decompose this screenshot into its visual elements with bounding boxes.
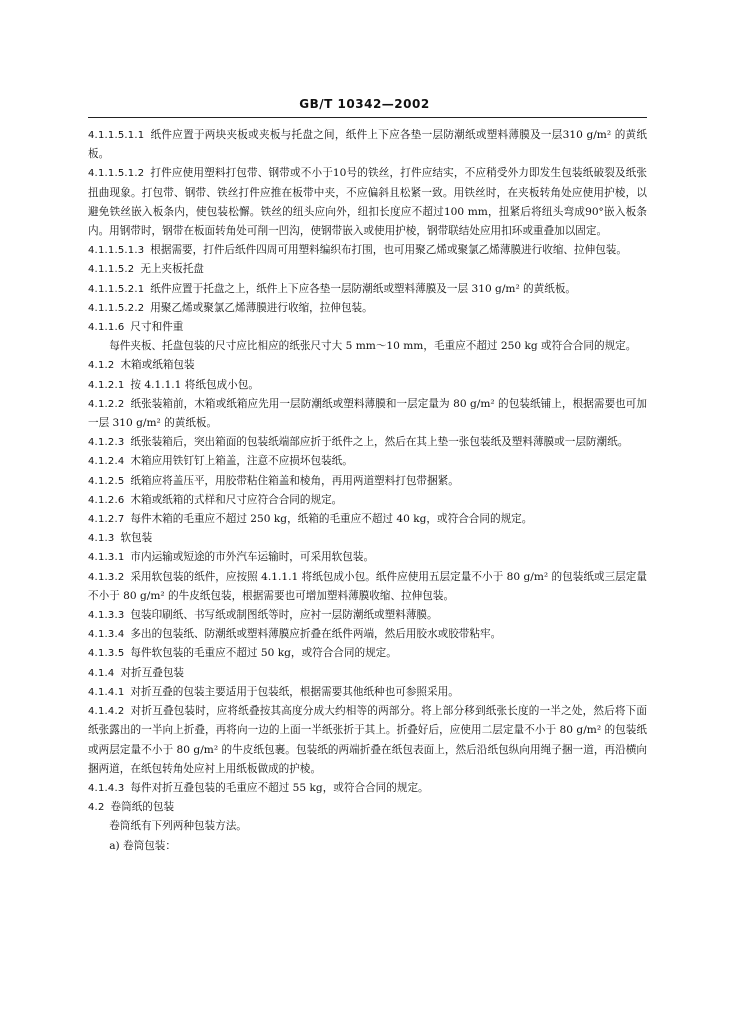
- clause-number: 4.1.4.3: [88, 782, 125, 794]
- clause-text: 纸箱应将盖压平，用胶带粘住箱盖和棱角，再用两道塑料打包带捆紧。: [130, 474, 459, 487]
- clause-paragraph: [88, 798, 647, 817]
- clause-text: 卷筒纸的包装: [110, 801, 175, 814]
- clause-text: 纸件应置于两块夹板或夹板与托盘之间，纸件上下应各垫一层防潮纸或塑料薄膜及一层310 g/m² 的黄纸板。: [88, 129, 647, 161]
- clause-number: 4.1.3: [88, 533, 115, 545]
- clause-text: 木箱或纸箱包装: [120, 359, 195, 372]
- clause-text: 纸张装箱后，突出箱面的包装纸端部应折于纸件之上，然后在其上垫一张包装纸及塑料薄膜或一层防潮纸。: [130, 436, 629, 449]
- clause-paragraph: [88, 529, 647, 548]
- clause-text: 每件对折互叠包装的毛重应不超过 55 kg，或符合合同的规定。: [130, 781, 429, 794]
- document-body: [88, 126, 647, 856]
- clause-paragraph: [88, 241, 647, 260]
- clause-paragraph: [88, 568, 647, 606]
- clause-text: 对折互叠包装: [120, 666, 185, 679]
- clause-paragraph: [88, 472, 647, 491]
- clause-number: 4.1.1.6: [88, 322, 125, 334]
- clause-number: 4.1.2.1: [88, 379, 125, 391]
- clause-number: 4.1.2.7: [88, 514, 125, 526]
- clause-paragraph: [88, 452, 647, 471]
- clause-paragraph: [88, 126, 647, 164]
- clause-number: 4.1.3.2: [88, 571, 125, 583]
- clause-number: 4.1.4.1: [88, 686, 125, 698]
- clause-text: 每件夹板、托盘包装的尺寸应比相应的纸张尺寸大 5 mm～10 mm，毛重应不超过 250 kg 或符合合同的规定。: [109, 340, 637, 353]
- clause-paragraph: [88, 280, 647, 299]
- clause-text: 木箱应用铁钉钉上箱盖，注意不应损坏包装纸。: [130, 455, 353, 468]
- clause-paragraph: [88, 548, 647, 567]
- clause-paragraph: [88, 260, 647, 279]
- clause-paragraph: [88, 395, 647, 433]
- clause-number: 4.1.4: [88, 667, 115, 679]
- clause-text: 纸件应置于托盘之上，纸件上下应各垫一层防潮纸或塑料薄膜及一层 310 g/m² 的黄纸板。: [150, 282, 577, 295]
- clause-paragraph: [88, 683, 647, 702]
- clause-paragraph: [88, 376, 647, 395]
- clause-number: 4.1.1.5.2: [88, 264, 135, 276]
- clause-paragraph: [88, 337, 647, 356]
- clause-text: a) 卷筒包装：: [109, 839, 176, 852]
- clause-number: 4.1.2.3: [88, 437, 125, 449]
- clause-paragraph: [88, 644, 647, 663]
- clause-number: 4.1.1.5.2.2: [88, 302, 145, 314]
- clause-number: 4.1.3.1: [88, 552, 125, 564]
- clause-paragraph: [88, 664, 647, 683]
- clause-paragraph: [88, 702, 647, 779]
- header-rule: [88, 117, 647, 118]
- clause-text: 采用软包装的纸件，应按照 4.1.1.1 将纸包成小包。纸件应使用五层定量不小于 80 g/m² 的包装纸或三层定量不小于 80 g/m² 的牛皮纸包装，根据需要也可增加塑料薄膜收缩、拉伸包装。: [88, 570, 647, 602]
- clause-paragraph: [88, 606, 647, 625]
- clause-paragraph: [88, 356, 647, 375]
- clause-number: 4.1.2.5: [88, 475, 125, 487]
- clause-number: 4.1.3.5: [88, 648, 125, 660]
- clause-text: 软包装: [120, 532, 153, 545]
- clause-text: 市内运输或短途的市外汽车运输时，可采用软包装。: [130, 551, 375, 564]
- clause-paragraph: [88, 433, 647, 452]
- clause-text: 对折互叠的包装主要适用于包装纸，根据需要其他纸种也可参照采用。: [130, 685, 459, 698]
- clause-paragraph: [88, 318, 647, 337]
- clause-text: 无上夹板托盘: [140, 263, 204, 276]
- clause-text: 用聚乙烯或聚氯乙烯薄膜进行收缩，拉伸包装。: [150, 301, 373, 314]
- clause-number: 4.1.1.5.1.1: [88, 130, 145, 141]
- clause-text: 打件应使用塑料打包带、钢带或不小于10号的铁丝，打件应结实，不应稍受外力即发生包装纸破裂及纸张扭曲现象。打包带、钢带、铁丝打件应推在板带中夹，不应偏斜且松紧一致。用铁丝时，在夹板转角处应使用护棱，以避免铁丝嵌入板条内，使包装松懈。铁丝的纽头应向外，纽扣长度应不超过100 mm，扭紧后将纽头弯成90°嵌入板条内。用钢带时，钢带在板面转角处可削一凹沟，使钢带嵌入或使用护棱，钢带联结处应用扣环或重叠加以固定。: [88, 167, 647, 238]
- clause-paragraph: [88, 837, 647, 856]
- clause-text: 每件木箱的毛重应不超过 250 kg，纸箱的毛重应不超过 40 kg，或符合合同的规定。: [130, 513, 533, 526]
- clause-number: 4.2: [88, 802, 105, 814]
- clause-paragraph: [88, 510, 647, 529]
- clause-number: 4.1.1.5.2.1: [88, 283, 145, 295]
- clause-text: 卷筒纸有下列两种包装方法。: [109, 820, 247, 833]
- clause-number: 4.1.3.4: [88, 629, 125, 641]
- clause-text: 木箱或纸箱的式样和尺寸应符合合同的规定。: [130, 493, 343, 506]
- clause-text: 多出的包装纸、防潮纸或塑料薄膜应折叠在纸件两端，然后用胶水或胶带粘牢。: [130, 628, 502, 641]
- clause-text: 纸张装箱前，木箱或纸箱应先用一层防潮纸或塑料薄膜和一层定量为 80 g/m² 的包装纸铺上，根据需要也可加一层 310 g/m² 的黄纸板。: [88, 397, 647, 430]
- clause-paragraph: [88, 625, 647, 644]
- clause-number: 4.1.1.5.1.3: [88, 245, 145, 257]
- clause-number: 4.1.2.6: [88, 494, 125, 506]
- clause-number: 4.1.2.4: [88, 456, 125, 468]
- clause-paragraph: [88, 491, 647, 510]
- clause-text: 每件软包装的毛重应不超过 50 kg，或符合合同的规定。: [130, 647, 397, 660]
- clause-number: 4.1.2: [88, 360, 115, 372]
- clause-number: 4.1.1.5.1.2: [88, 168, 145, 180]
- clause-text: 尺寸和件重: [130, 321, 184, 334]
- clause-number: 4.1.3.3: [88, 610, 125, 622]
- clause-paragraph: [88, 164, 647, 241]
- clause-text: 包装印刷纸、书写纸或制图纸等时，应衬一层防潮纸或塑料薄膜。: [130, 609, 438, 622]
- clause-text: 根据需要，打件后纸件四周可用塑料编织布打围，也可用聚乙烯或聚氯乙烯薄膜进行收缩、拉伸包装。: [150, 244, 627, 257]
- clause-paragraph: [88, 299, 647, 318]
- clause-text: 对折互叠包装时，应将纸叠按其高度分成大约相等的两部分。将上部分移到纸张长度的一半之处，然后将下面纸张露出的一半向上折叠，再将向一边的上面一半纸张折于其上。折叠好后，应使用二层定量不小于 80 g/m² 的包装纸或两层定量不小于 80 g/m² 的牛皮纸包裹。包装纸的两端折叠在纸包表面上，然后沿纸包纵向用绳子捆一道，再沿横向捆两道，在纸包转角处应衬上用纸板做成的护棱。: [88, 705, 647, 775]
- clause-paragraph: [88, 779, 647, 798]
- clause-text: 按 4.1.1.1 将纸包成小包。: [130, 378, 259, 391]
- clause-paragraph: [88, 817, 647, 836]
- clause-number: 4.1.2.2: [88, 398, 125, 410]
- clause-number: 4.1.4.2: [88, 706, 125, 718]
- standard-number-header: GB/T 10342—2002: [299, 97, 430, 111]
